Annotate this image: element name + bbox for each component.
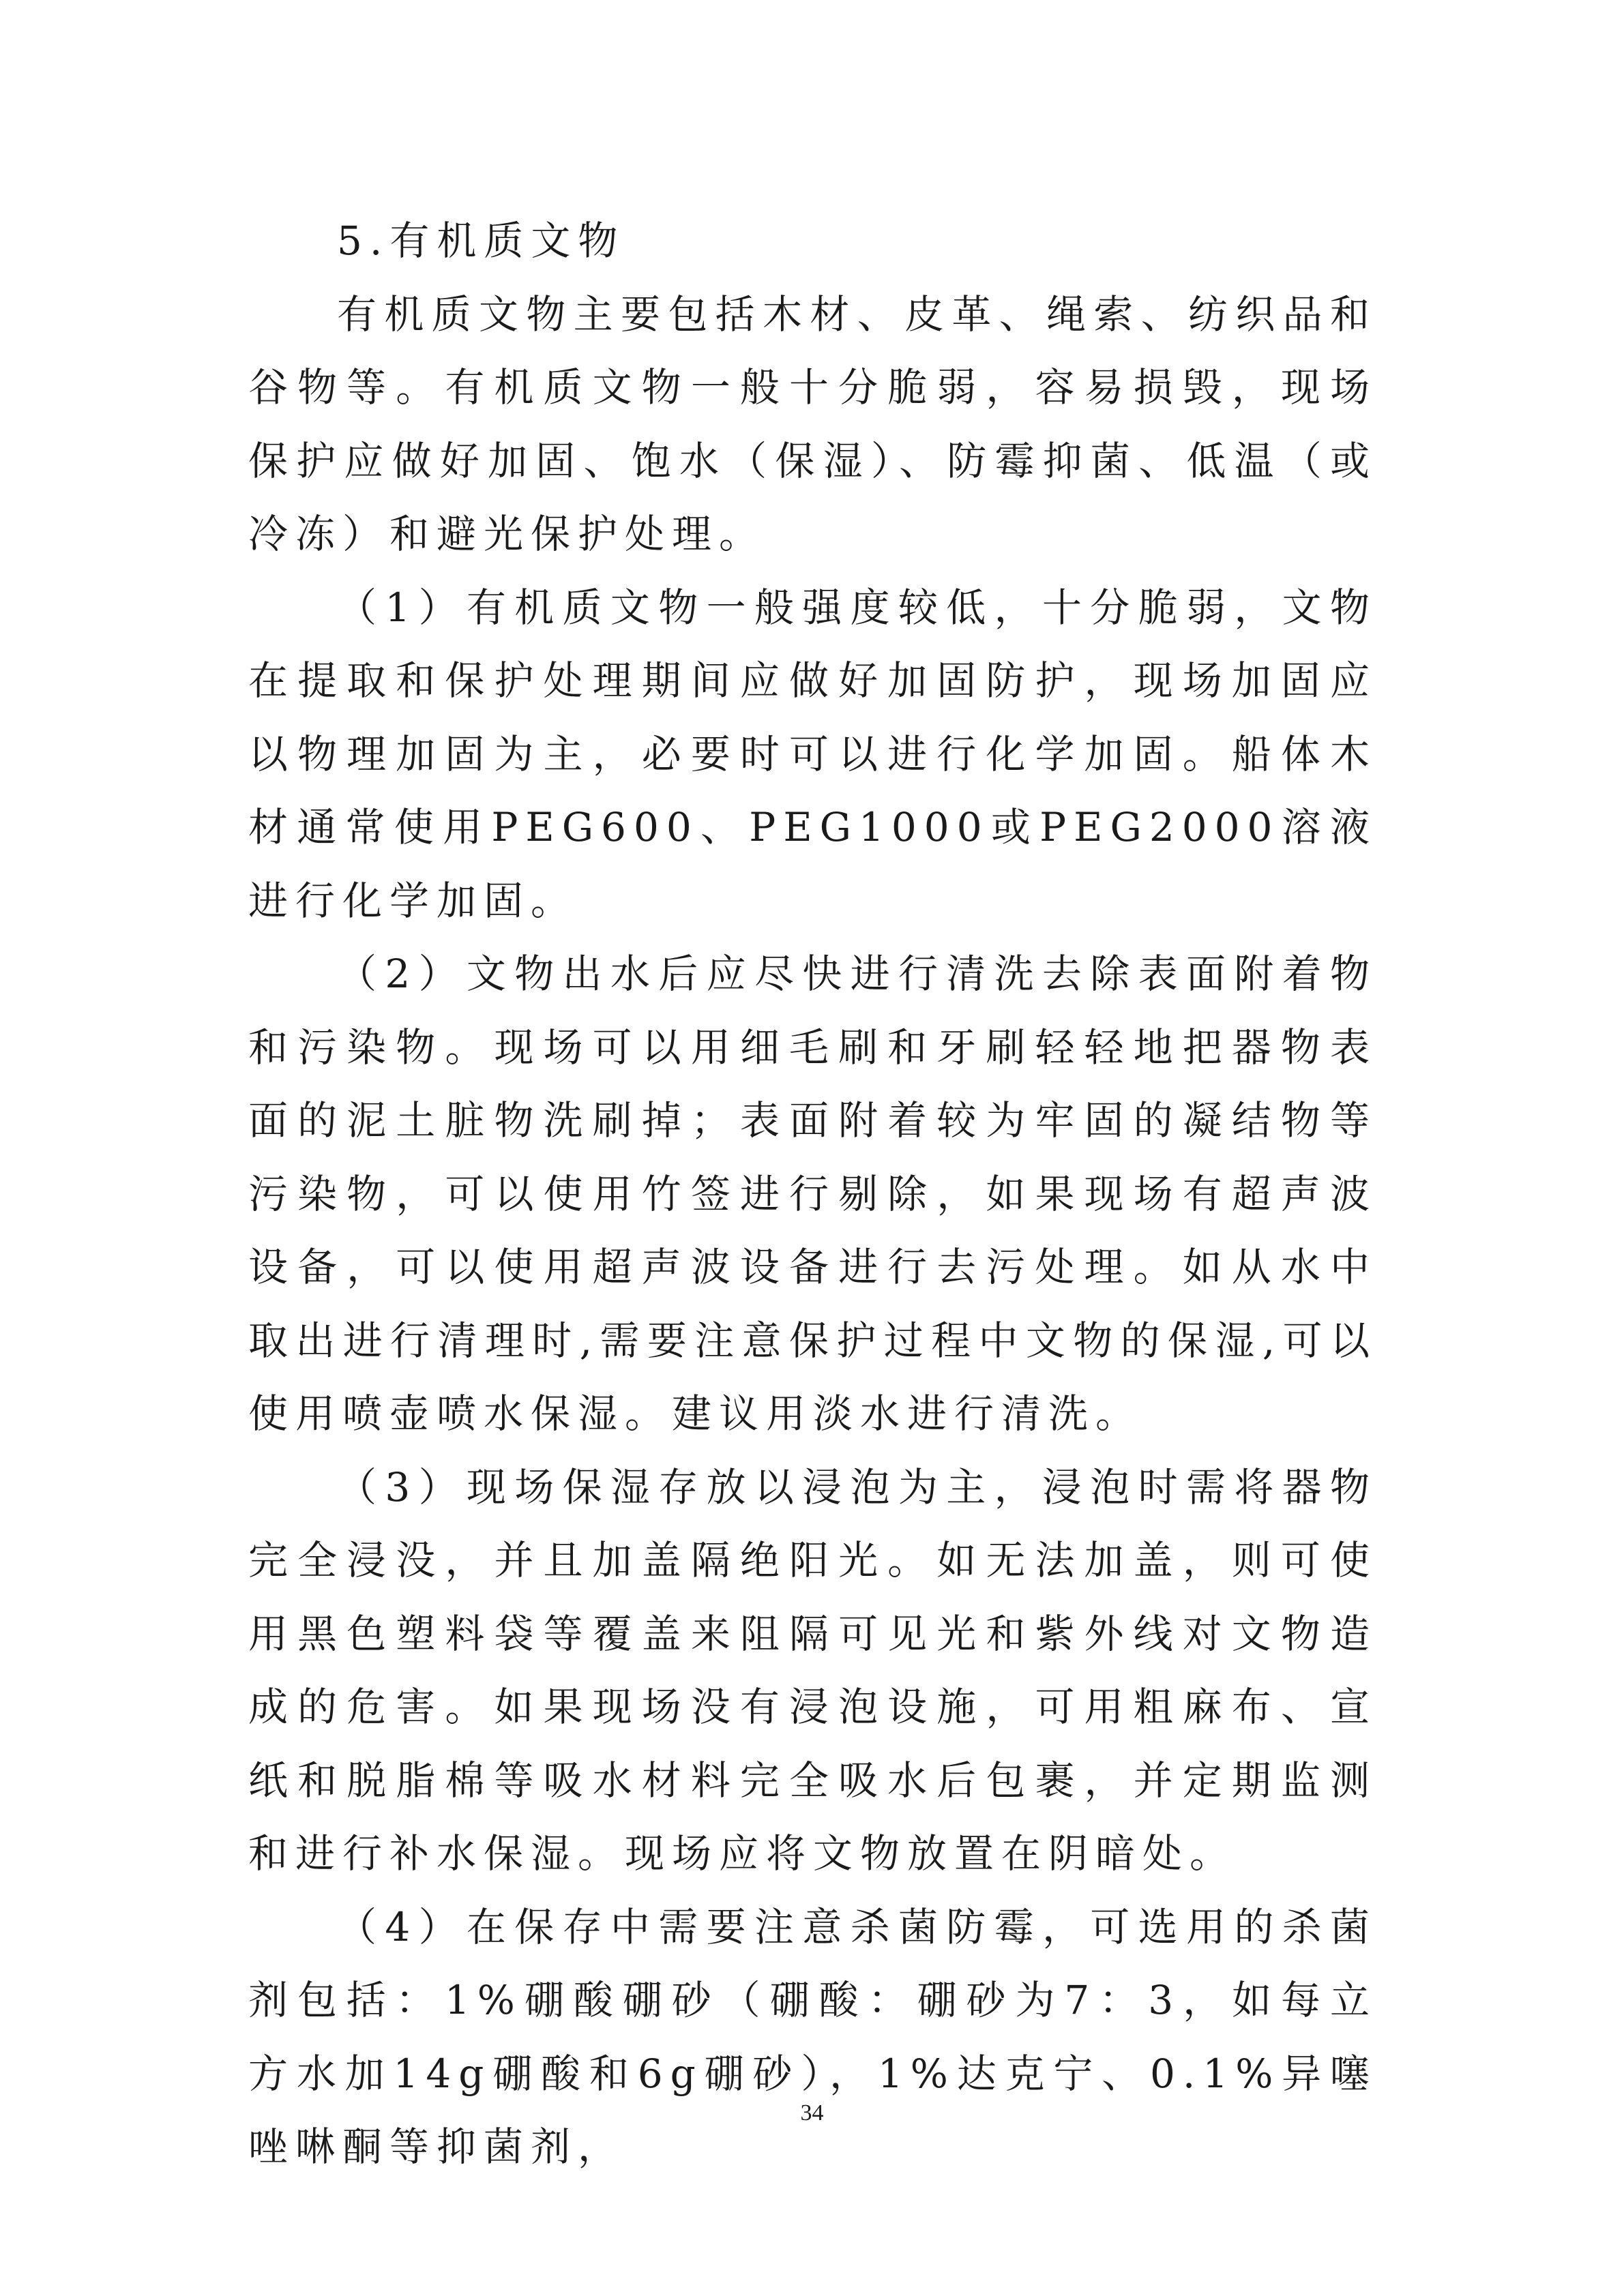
- section-heading: 5.有机质文物: [337, 218, 625, 264]
- paragraph-item-3: （3）现场保湿存放以浸泡为主，浸泡时需将器物完全浸没，并且加盖隔绝阳光。如无法加盖，则可使用黑色塑料袋等覆盖来阻隔可见光和紫外线对文物造成的危害。如果现场没有浸泡设施，可用粗麻布、宣纸和脱脂棉等吸水材料完全吸水后包裹，并定期监测和进行补水保湿。现场应将文物放置在阴暗处。: [248, 1463, 1377, 1877]
- paragraph-intro: 有机质文物主要包括木材、皮革、绳索、纺织品和谷物等。有机质文物一般十分脆弱，容易损毁，现场保护应做好加固、饱水（保湿）、防霉抑菌、低温（或冷冻）和避光保护处理。: [248, 290, 1377, 557]
- paragraph-item-4: （4）在保存中需要注意杀菌防霉，可选用的杀菌剂包括：1%硼酸硼砂（硼酸：硼砂为7：3，如每立方水加14g硼酸和6g硼砂），1%达克宁、0.1%异噻唑啉酮等抑菌剂，: [248, 1903, 1377, 2170]
- paragraph-item-1: （1）有机质文物一般强度较低，十分脆弱，文物在提取和保护处理期间应做好加固防护，现场加固应以物理加固为主，必要时可以进行化学加固。船体木材通常使用PEG600、PEG1000或PEG2000溶液进行化学加固。: [248, 584, 1377, 924]
- paragraph-item-2: （2）文物出水后应尽快进行清洗去除表面附着物和污染物。现场可以用细毛刷和牙刷轻轻地把器物表面的泥土脏物洗刷掉；表面附着较为牢固的凝结物等污染物，可以使用竹签进行剔除，如果现场有超声波设备，可以使用超声波设备进行去污处理。如从水中取出进行清理时,需要注意保护过程中文物的保湿,可以使用喷壶喷水保湿。建议用淡水进行清洗。: [248, 951, 1377, 1437]
- document-body: [248, 205, 1377, 2184]
- page-number: 34: [800, 2100, 824, 2126]
